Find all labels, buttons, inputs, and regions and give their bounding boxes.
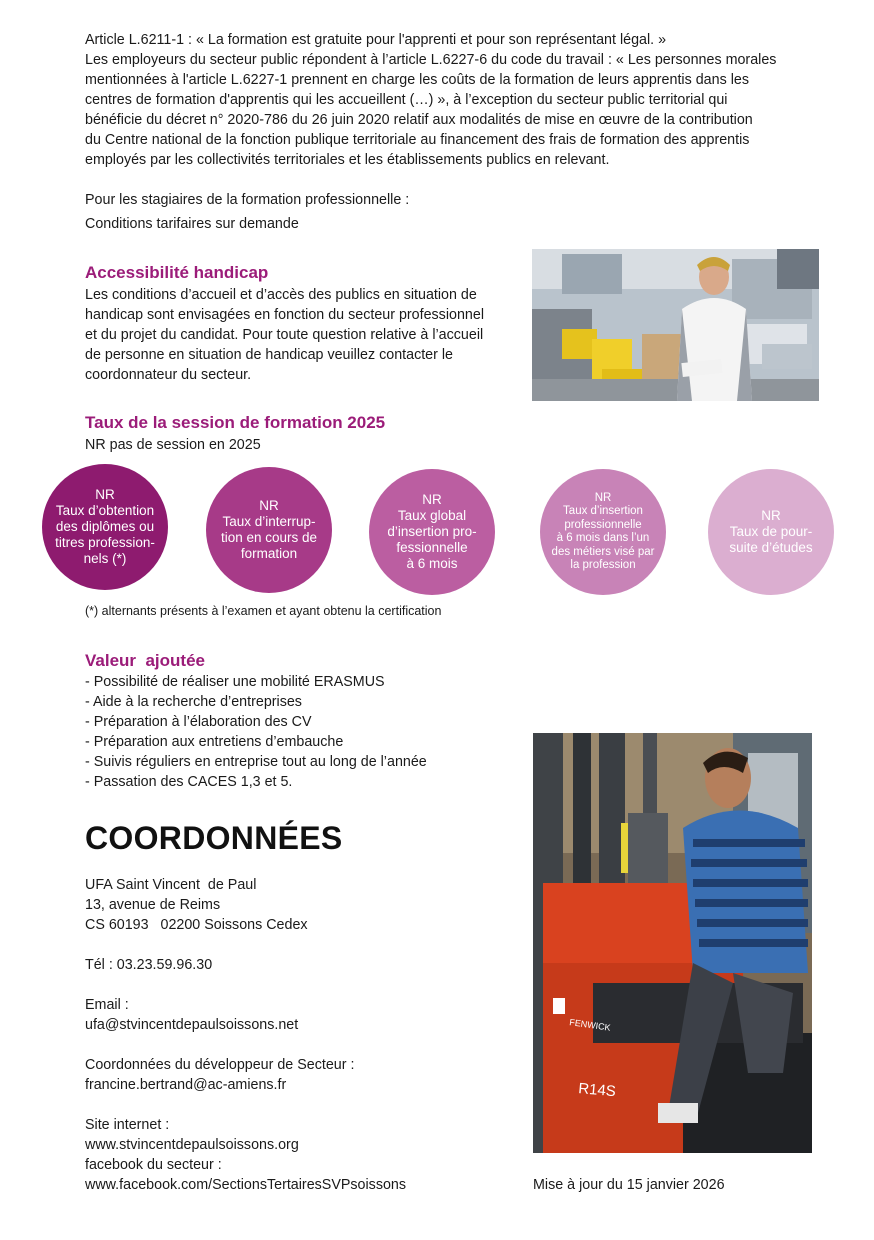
update-note: Mise à jour du 15 janvier 2026 [533, 1177, 725, 1193]
rate-label: Taux global d’insertion pro- fessionnelle à 6 mois [387, 508, 477, 571]
intro-line: employés par les collectivités territoriales et les établissements publics en relevant. [85, 152, 610, 168]
rates-footnote: (*) alternants présents à l’examen et ayant obtenu la certification [85, 604, 442, 618]
workshop-photo-illustration [532, 249, 819, 401]
rate-circle-diplomes [42, 464, 168, 590]
contact-title: COORDONNÉES [85, 820, 343, 856]
rate-value: NR [95, 487, 115, 502]
rates-subtitle: NR pas de session en 2025 [85, 437, 261, 453]
accessibility-line: de personne en situation de handicap veuillez contacter le [85, 347, 453, 363]
forklift-photo-illustration [533, 733, 812, 1153]
intro-block [85, 30, 845, 170]
forklift-model: R14S [577, 1080, 617, 1101]
contact-city: CS 60193 02200 Soissons Cedex [85, 917, 308, 933]
list-item: - Passation des CACES 1,3 et 5. [85, 774, 293, 790]
accessibility-line: Les conditions d’accueil et d’accès des publics en situation de [85, 287, 477, 303]
rate-label: Taux d’insertion professionnelle à 6 mois dans l’un des métiers visé par la profession [551, 505, 655, 571]
contact-email[interactable]: ufa@stvincentdepaulsoissons.net [85, 1017, 299, 1033]
intro-line: du Centre national de la fonction publique territoriale au financement des frais de formation des apprentis [85, 132, 750, 148]
intro-line: bénéficie du décret n° 2020-786 du 26 juin 2020 relatif aux modalités de mise en œuvre de la contribution [85, 112, 753, 128]
accessibility-line: et du projet du candidat. Pour toute question relative à l’accueil [85, 327, 484, 343]
contact-facebook-label: facebook du secteur : [85, 1157, 222, 1173]
intro-line: Les employeurs du secteur public répondent à l’article L.6227-6 du code du travail : « Les personnes morales [85, 52, 777, 68]
list-item: - Suivis réguliers en entreprise tout au long de l’année [85, 754, 427, 770]
contact-block [85, 875, 525, 1195]
stagiaires-text: Pour les stagiaires de la formation professionnelle : [85, 192, 410, 208]
accessibility-line: handicap sont envisagées en fonction du secteur professionnel [85, 307, 484, 323]
contact-dev-label: Coordonnées du développeur de Secteur : [85, 1057, 355, 1073]
intro-line: mentionnées à l'article L.6227-1 prennent en charge les coûts de la formation de leurs apprentis dans les [85, 72, 749, 88]
forklift-brand: FENWICK [568, 1017, 612, 1033]
workshop-photo [532, 249, 819, 401]
rate-label: Taux de pour- suite d’études [729, 524, 813, 555]
intro-line: centres de formation d'apprentis qui les accueillent (…) », à l’exception du secteur public territorial qui [85, 92, 728, 108]
accessibility-body [85, 285, 525, 385]
rate-circle-poursuite [708, 469, 834, 595]
contact-site-link[interactable]: www.stvincentdepaulsoissons.org [85, 1137, 299, 1153]
accessibility-line: coordonnateur du secteur. [85, 367, 252, 383]
accessibility-title: Accessibilité handicap [85, 263, 269, 282]
rate-value: NR [259, 498, 279, 513]
contact-org: UFA Saint Vincent de Paul [85, 877, 257, 893]
tarifs-text: Conditions tarifaires sur demande [85, 216, 299, 232]
contact-phone: Tél : 03.23.59.96.30 [85, 957, 213, 973]
rate-circle-insertion-global [369, 469, 495, 595]
rate-value: NR [422, 492, 442, 507]
contact-street: 13, avenue de Reims [85, 897, 221, 913]
contact-email-label: Email : [85, 997, 129, 1013]
list-item: - Aide à la recherche d’entreprises [85, 694, 302, 710]
list-item: - Possibilité de réaliser une mobilité ERASMUS [85, 674, 385, 690]
rate-value: NR [594, 491, 612, 504]
added-value-title: Valeur ajoutée [85, 651, 205, 670]
rate-label: Taux d’interrup- tion en cours de formation [220, 514, 318, 561]
forklift-photo [533, 733, 812, 1153]
rate-label: Taux d’obtention des diplômes ou titres profession- nels (*) [55, 503, 155, 566]
contact-site-label: Site internet : [85, 1117, 170, 1133]
intro-line: Article L.6211-1 : « La formation est gratuite pour l'apprenti et pour son représentant légal. » [85, 32, 667, 48]
contact-dev-email[interactable]: francine.bertrand@ac-amiens.fr [85, 1077, 287, 1093]
rate-circle-interruption [206, 467, 332, 593]
rate-value: NR [761, 508, 781, 523]
contact-facebook-link[interactable]: www.facebook.com/SectionsTertairesSVPsoissons [85, 1177, 407, 1193]
list-item: - Préparation aux entretiens d’embauche [85, 734, 344, 750]
added-value-list [85, 672, 427, 792]
list-item: - Préparation à l’élaboration des CV [85, 714, 312, 730]
rate-circle-insertion-metier [540, 469, 666, 595]
rates-title: Taux de la session de formation 2025 [85, 413, 386, 432]
